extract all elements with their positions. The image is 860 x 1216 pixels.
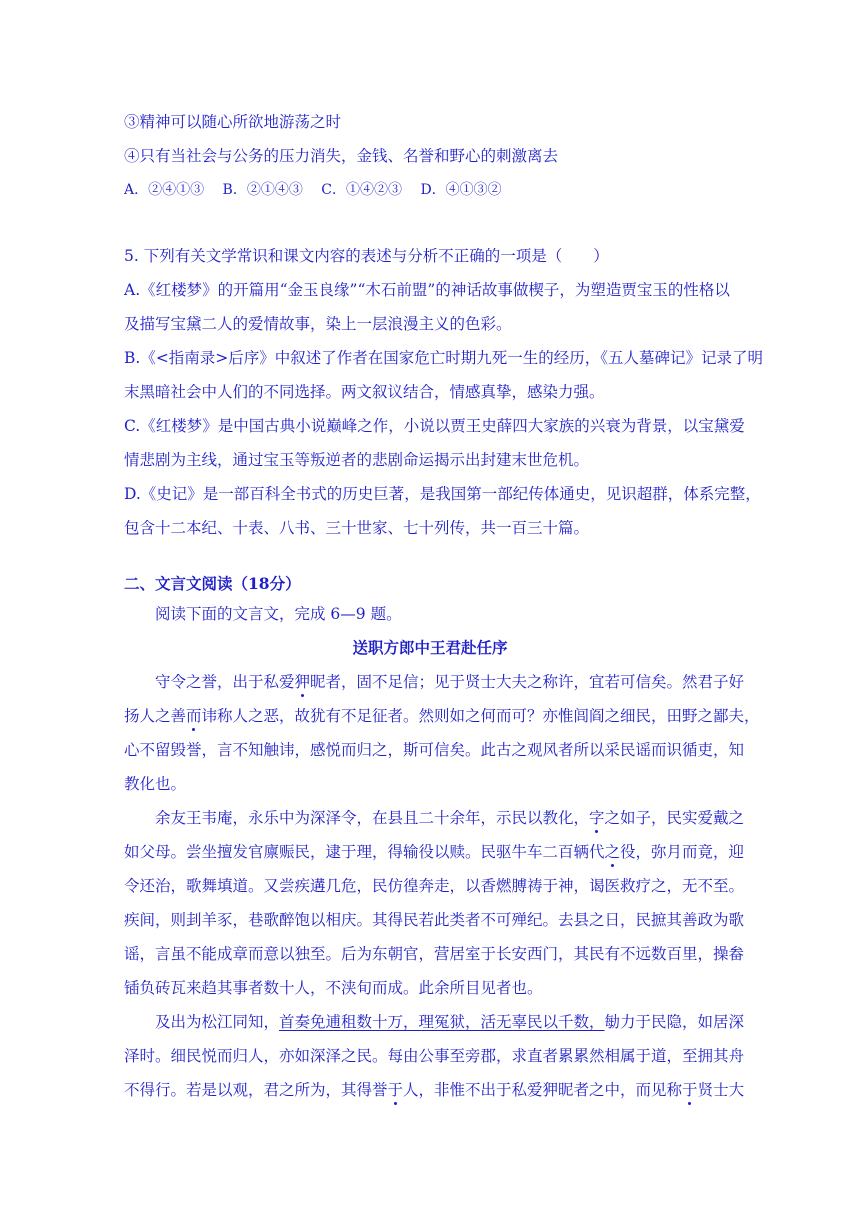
emphasis-char: 于	[387, 1081, 404, 1099]
passage-title: 送职方郎中王君赴任序	[352, 638, 508, 657]
option-a-line-1: A.《红楼梦》的开篇用“金玉良缘”“木石前盟”的神话故事做楔子，为塑造贾宝玉的性格以	[124, 281, 730, 299]
emphasis-char: 之	[604, 843, 621, 861]
passage-line: 守令之誉，出于私爱狎昵者，固不足信；见于贤士大夫之称许，宜若可信矣。然君子好	[155, 673, 745, 691]
option-d-line-2: 包含十二本纪、十表、八书、三十世家、七十列传，共一百三十篇。	[124, 519, 590, 537]
section-heading: 二、文言文阅读（18分）	[124, 574, 301, 593]
emphasis-char: 狎	[294, 673, 311, 691]
question-5-stem: 5. 下列有关文学常识和课文内容的表述与分析不正确的一项是（ ）	[124, 247, 609, 265]
passage-line: 疾间，则刲羊豕，巷歌醉饱以相庆。其得民若此类者不可殚纪。去县之日，民摭其善政为歌	[124, 911, 745, 929]
option-c-line-2: 情悲剧为主线，通过宝玉等叛逆者的悲剧命运揭示出封建末世危机。	[124, 451, 590, 469]
passage-line: 余友王韦庵，永乐中为深泽令，在县且二十余年，示民以教化，字之如子，民实爱戴之	[155, 809, 745, 827]
passage-line: 扬人之善而讳称人之恶，故犹有不足征者。然则如之何而可？亦惟闾阎之细民，田野之鄙夫，	[124, 707, 760, 725]
option-b-line-2: 末黑暗社会中人们的不同选择。两文叙议结合，情感真挚，感染力强。	[124, 383, 605, 401]
answer-options: A．②④①③ B．②①④③ C．①④②③ D．④①③②	[124, 182, 502, 198]
emphasis-char: 于	[682, 1081, 698, 1099]
passage-line: 及出为松江同知，首奏免逋租数十万，理冤狱，活无辜民以千数，勄力于民隐，如居深	[155, 1013, 745, 1031]
option-d-line-1: D.《史记》是一部百科全书式的历史巨著，是我国第一部纪传体通史，见识超群，体系完整，	[124, 485, 761, 503]
emphasis-char: 字	[589, 809, 605, 827]
passage-line: 泽时。细民悦而归人，亦如深泽之民。每由公事至旁郡，求直者累累然相属于道，至拥其舟	[124, 1047, 745, 1065]
passage-line: 令还治，歌舞填道。又尝疾遘几危，民仿徨奔走，以香燃膊祷于神，谒医救疗之，无不至。	[124, 877, 745, 895]
list-item-4: ④只有当社会与公务的压力消失，金钱、名誉和野心的刺激离去	[124, 147, 559, 165]
passage-line: 心不留毁誉，言不知触讳，感悦而归之，斯可信矣。此古之观风者所以采民谣而识循吏，知	[124, 741, 745, 759]
passage-line: 如父母。尝坐擅发官廪赈民，逮于理，得输役以赎。民驱牛车二百辆代之役，弥月而竟，迎	[124, 843, 745, 861]
option-b-line-1: B.《<指南录>后序》中叙述了作者在国家危亡时期九死一生的经历，《五人墓碑记》记录了明	[124, 349, 764, 367]
list-item-3: ③精神可以随心所欲地游荡之时	[124, 113, 342, 131]
passage-line: 教化也。	[124, 775, 187, 793]
emphasis-char: 而	[186, 707, 202, 725]
underlined-sentence: 首奏免逋租数十万，理冤狱，活无辜民以千数，	[279, 1013, 605, 1031]
option-c-line-1: C.《红楼梦》是中国古典小说巅峰之作，小说以贾王史薛四大家族的兴衰为背景，以宝黛爱	[124, 417, 745, 435]
instruction: 阅读下面的文言文，完成 6—9 题。	[155, 605, 402, 623]
passage-line: 锸负砖瓦来趋其事者数十人，不浃旬而成。此余所目见者也。	[124, 979, 543, 997]
option-a-line-2: 及描写宝黛二人的爱情故事，染上一层浪漫主义的色彩。	[124, 315, 512, 333]
passage-line: 谣，言虽不能成章而意以独至。后为东朝官，营居室于长安西门，其民有不远数百里，操畚	[124, 945, 745, 963]
passage-line: 不得行。若是以观，君之所为，其得誉于人，非惟不出于私爱狎昵者之中，而见称于贤士大	[124, 1081, 745, 1099]
